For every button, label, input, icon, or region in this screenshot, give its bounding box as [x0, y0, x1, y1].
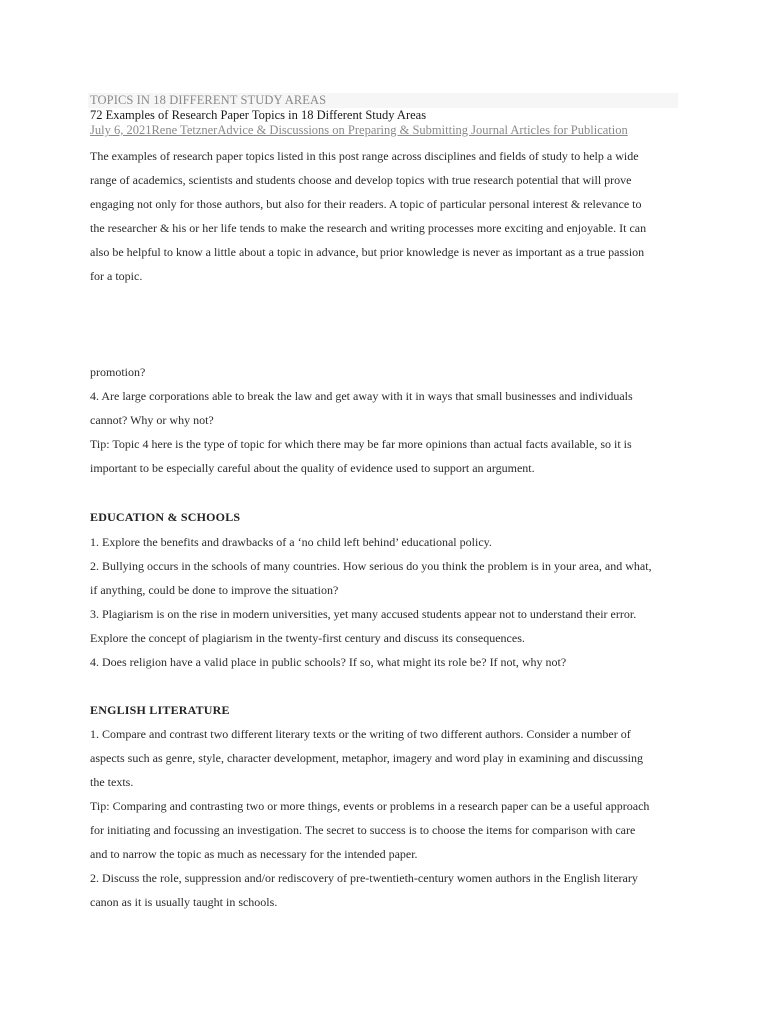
post-title: 72 Examples of Research Paper Topics in 18 Different Study Areas: [90, 108, 427, 122]
section-heading-education: EDUCATION & SCHOOLS: [90, 510, 241, 524]
intro-line: the researcher & his or her life tends to make the research and writing processes more exciting and enjoyable. It can: [90, 221, 647, 235]
tip-text: important to be especially careful about the quality of evidence used to support an argument.: [90, 461, 535, 475]
list-item: 4. Are large corporations able to break the law and get away with it in ways that small businesses and individuals: [90, 389, 633, 403]
section-kicker: TOPICS IN 18 DIFFERENT STUDY AREAS: [90, 93, 327, 107]
list-item-continuation: the texts.: [90, 775, 134, 789]
post-meta: [90, 123, 628, 138]
post-category-link[interactable]: Advice & Discussions on Preparing & Submitting Journal Articles for Publication: [217, 123, 628, 137]
list-item-continuation: Explore the concept of plagiarism in the twenty-first century and discuss its consequences.: [90, 631, 525, 645]
intro-line: engaging not only for those authors, but also for their readers. A topic of particular personal interest & relevance to: [90, 197, 642, 211]
list-item-continuation: canon as it is usually taught in schools.: [90, 895, 278, 909]
tip-text: and to narrow the topic as much as necessary for the intended paper.: [90, 847, 418, 861]
intro-line: for a topic.: [90, 269, 143, 283]
list-item: 2. Bullying occurs in the schools of many countries. How serious do you think the problem is in your area, and what,: [90, 559, 652, 573]
post-author-link[interactable]: Rene Tetzner: [151, 123, 218, 137]
list-item-continuation: aspects such as genre, style, character development, metaphor, imagery and word play in examining and discussing: [90, 751, 644, 765]
post-date-link[interactable]: July 6, 2021: [90, 123, 152, 137]
list-item: 1. Compare and contrast two different literary texts or the writing of two different authors. Consider a number of: [90, 727, 631, 741]
section-heading-literature: ENGLISH LITERATURE: [90, 703, 230, 717]
tip-text: for initiating and focussing an investigation. The secret to success is to choose the items for comparison with care: [90, 823, 636, 837]
literature-section: [90, 722, 690, 914]
list-item: 1. Explore the benefits and drawbacks of a ‘no child left behind’ educational policy.: [90, 535, 492, 549]
intro-paragraph: [90, 144, 690, 288]
intro-line: range of academics, scientists and students choose and develop topics with true research potential that will prove: [90, 173, 632, 187]
continued-text: promotion?: [90, 365, 146, 379]
list-item: 4. Does religion have a valid place in public schools? If so, what might its role be? If not, why not?: [90, 655, 567, 669]
education-section: [90, 530, 690, 674]
tip-text: Tip: Topic 4 here is the type of topic for which there may be far more opinions than actual facts available, so it is: [90, 437, 632, 451]
tip-text: Tip: Comparing and contrasting two or more things, events or problems in a research paper can be a useful approach: [90, 799, 650, 813]
list-item: 2. Discuss the role, suppression and/or rediscovery of pre-twentieth-century women authors in the English literary: [90, 871, 638, 885]
list-item: 3. Plagiarism is on the rise in modern universities, yet many accused students appear not to understand their error.: [90, 607, 637, 621]
list-item-continuation: if anything, could be done to improve the situation?: [90, 583, 339, 597]
intro-line: also be helpful to know a little about a topic in advance, but prior knowledge is never as important as a true passion: [90, 245, 645, 259]
intro-line: The examples of research paper topics listed in this post range across disciplines and fields of study to help a wide: [90, 149, 639, 163]
list-item-continuation: cannot? Why or why not?: [90, 413, 214, 427]
business-section: [90, 360, 690, 480]
